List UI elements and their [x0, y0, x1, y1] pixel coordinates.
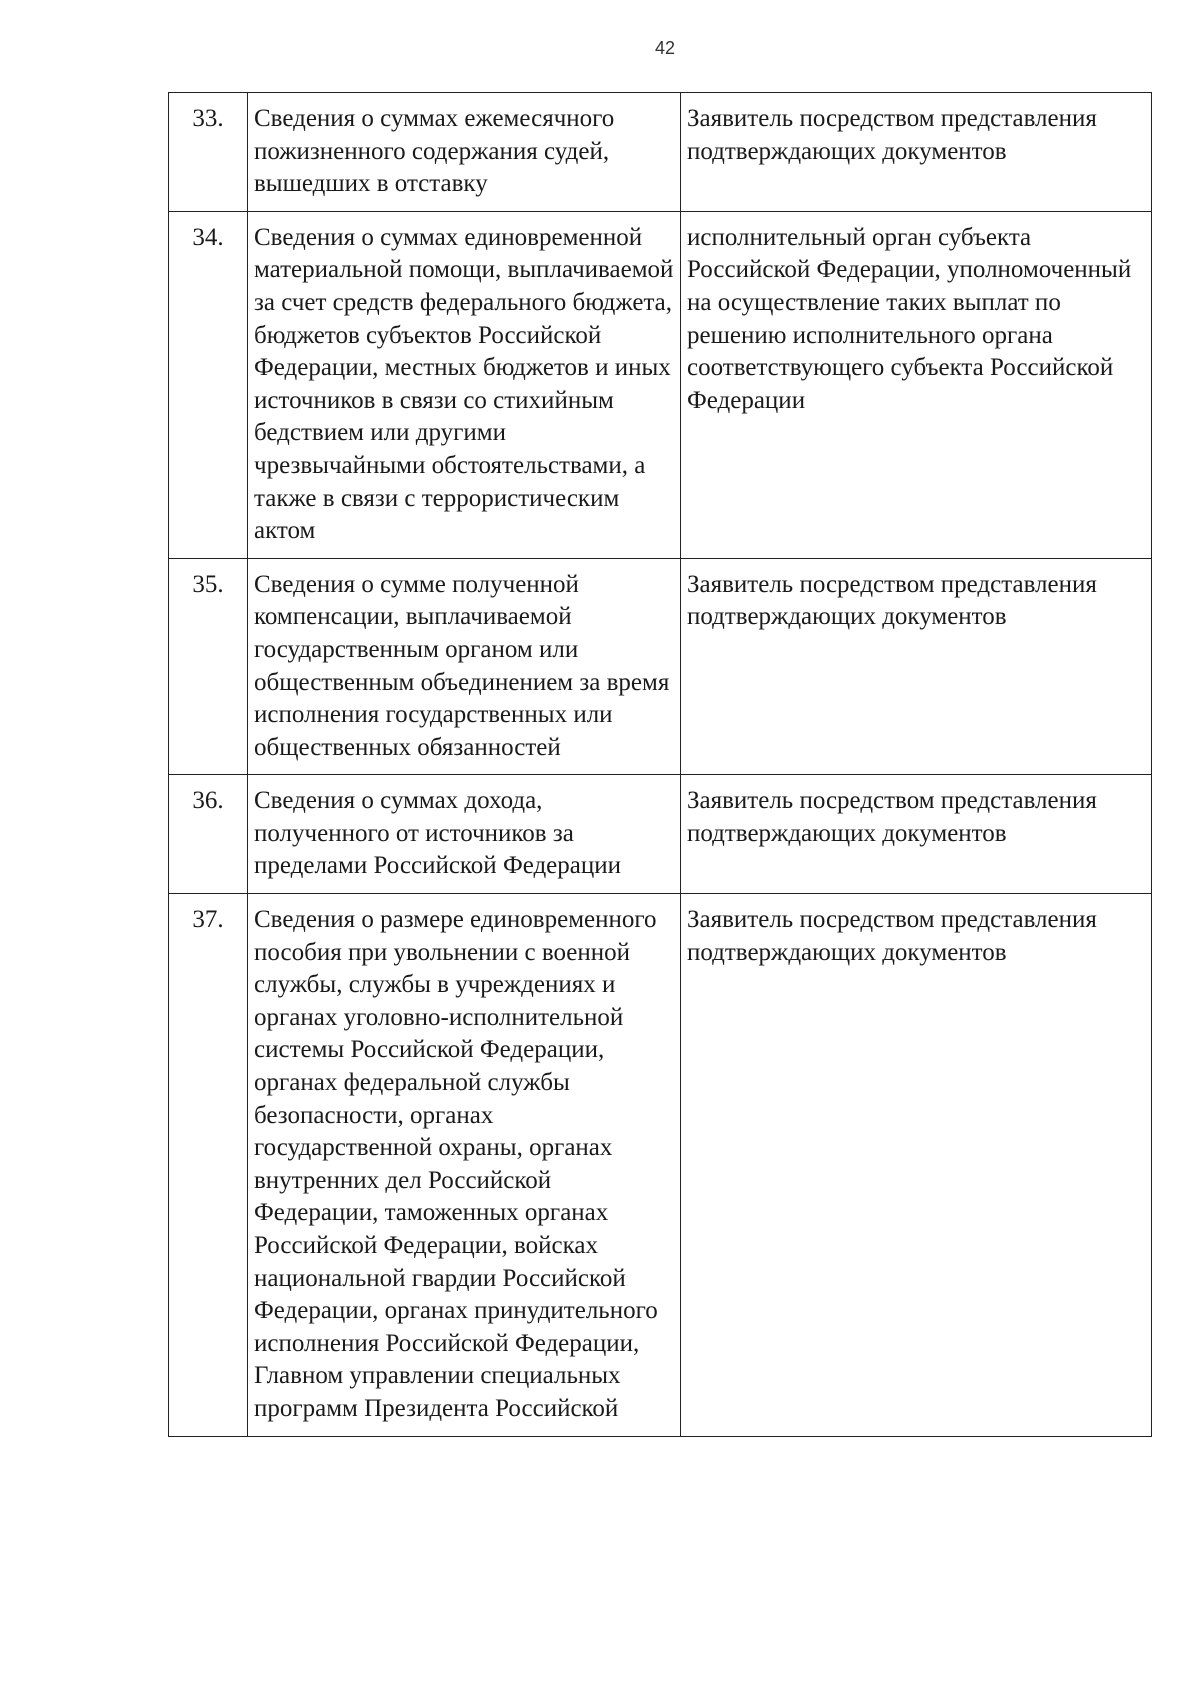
- table-row: [169, 775, 1152, 894]
- page-number: 42: [654, 38, 676, 58]
- info-cell: [248, 93, 681, 212]
- table-row: [169, 894, 1152, 1437]
- row-number: 37.: [169, 894, 248, 1437]
- info-text: Сведения о суммах ежемесячного пожизненного содержания судей, вышедших в отставку: [254, 105, 615, 198]
- info-text: Сведения о суммах дохода, полученного от источников за пределами Российской Федерации: [254, 787, 622, 880]
- source-cell: [681, 558, 1152, 775]
- document-table: [168, 92, 1152, 1437]
- info-text: Сведения о размере единовременного пособия при увольнении с военной службы, службы в учреждениях и органах уголовно-исполнительной системы Российской Федерации, органах федеральной службы безопасности, органах государственной охраны, органах внутренних дел Российской Федерации, таможенных органах Российской Федерации, войсках национальной гвардии Российской Федерации, органах принудительного исполнения Российской Федерации, Главном управлении специальных программ Президента Российской: [254, 906, 658, 1422]
- info-cell: [248, 894, 681, 1437]
- source-cell: [681, 775, 1152, 894]
- table-row: [169, 93, 1152, 212]
- source-text: исполнительный орган субъекта Российской Федерации, уполномоченный на осуществление таких выплат по решению исполнительного органа соответствующего субъекта Российской Федерации: [687, 223, 1132, 414]
- source-cell: [681, 894, 1152, 1437]
- source-cell: [681, 93, 1152, 212]
- info-cell: [248, 775, 681, 894]
- row-number: 34.: [169, 211, 248, 558]
- source-text: Заявитель посредством представления подтверждающих документов: [687, 570, 1097, 631]
- table-row: [169, 211, 1152, 558]
- source-text: Заявитель посредством представления подтверждающих документов: [687, 906, 1097, 966]
- table-row: [169, 558, 1152, 775]
- row-number: 36.: [169, 775, 248, 894]
- source-cell: [681, 211, 1152, 558]
- info-cell: [248, 211, 681, 558]
- info-text: Сведения о суммах единовременной материальной помощи, выплачиваемой за счет средств федерального бюджета, бюджетов субъектов Российской Федерации, местных бюджетов и иных источников в связи со стихийным бедствием или другими чрезвычайными обстоятельствами, а также в связи с террористическим актом: [254, 223, 674, 545]
- info-text: Сведения о сумме полученной компенсации, выплачиваемой государственным органом или общественным объединением за время исполнения государственных или общественных обязанностей: [254, 570, 670, 761]
- row-number: 33.: [169, 93, 248, 212]
- source-text: Заявитель посредством представления подтверждающих документов: [687, 105, 1097, 165]
- row-number: 35.: [169, 558, 248, 775]
- info-cell: [248, 558, 681, 775]
- source-text: Заявитель посредством представления подтверждающих документов: [687, 787, 1097, 847]
